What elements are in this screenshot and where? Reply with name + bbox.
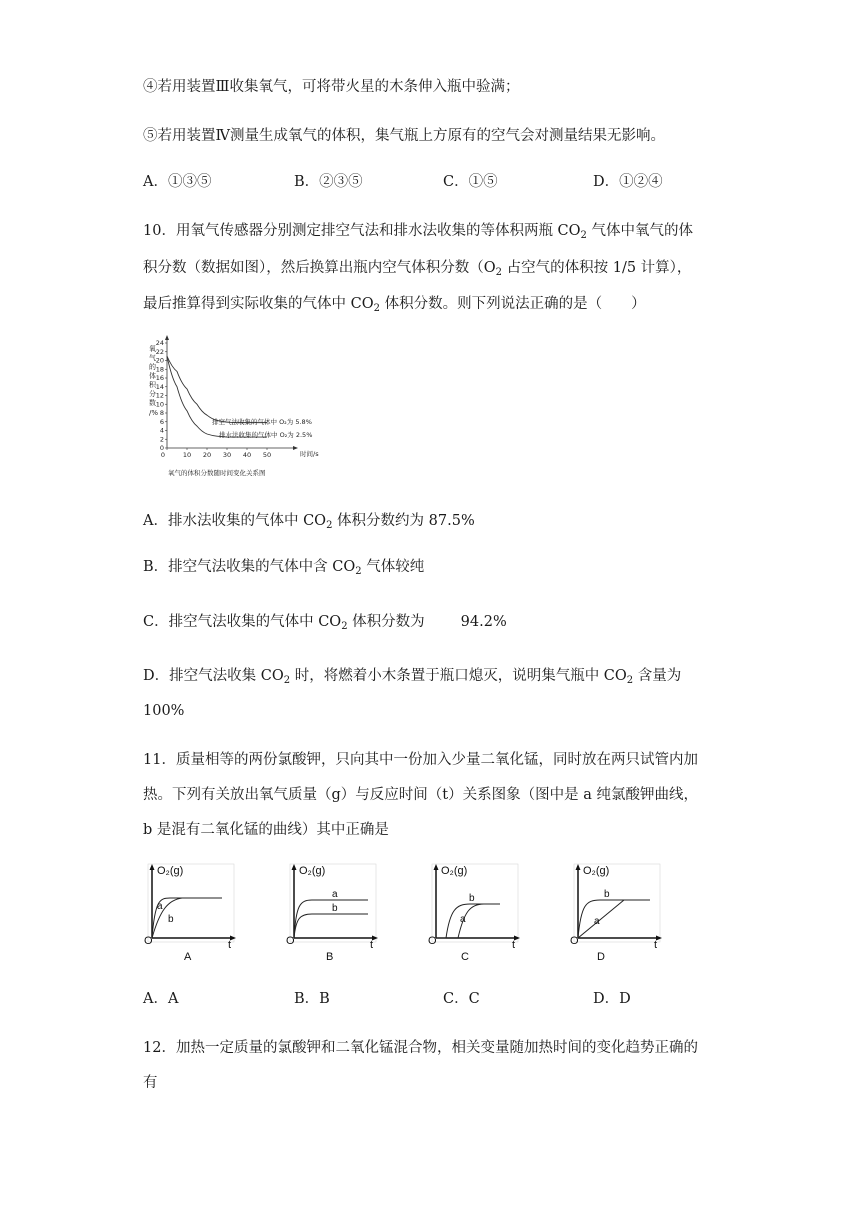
svg-text:/%: /% — [149, 409, 159, 417]
q10-option-d-line-1[interactable]: D．排空气法收集 $CO_2$ 时，将燃着小木条置于瓶口熄灭，说明集气瓶中 $CO_2$ 含量为 — [143, 668, 682, 686]
chart-x-tick-label: 10 — [182, 451, 192, 459]
q9-option-a[interactable]: A．①③⑤ — [143, 174, 212, 190]
graph-d-label-b: b — [604, 889, 610, 900]
graph-c-label-b: b — [469, 893, 475, 904]
q10-option-c[interactable]: C．排空气法收集的气体中 $CO_2$ 体积分数为 94.2% — [143, 614, 507, 632]
q11-graph-b — [282, 860, 382, 965]
chart-y-arrow — [165, 335, 169, 340]
graph-c-label-a: a — [460, 914, 466, 925]
chart-x-tick-label: 40 — [242, 451, 252, 459]
graph-b-xlabel: t — [370, 939, 374, 951]
svg-text:数: 数 — [149, 399, 156, 407]
q10-stem-line-3: 最后推算得到实际收集的气体中 $CO_2$ 体积分数。则下列说法正确的是（ ） — [143, 296, 646, 314]
graph-d-ylabel: O₂(g) — [583, 865, 610, 877]
graph-d-origin: O — [570, 935, 579, 947]
q9-option-d[interactable]: D．①②④ — [593, 174, 663, 190]
chart-y-tick-label: 20 — [155, 356, 164, 365]
graph-c-origin: O — [428, 935, 437, 947]
graph-a-caption: A — [184, 951, 192, 963]
graph-b-origin: O — [286, 935, 295, 947]
chart-x-tick-label: 50 — [262, 451, 272, 459]
series-label-water: 排水法收集的气体中 O₂为 2.5% — [219, 431, 313, 439]
graph-c-caption: C — [461, 951, 469, 963]
chart-x-tick-label: 30 — [222, 451, 232, 459]
q11-option-a[interactable]: A．A — [143, 991, 179, 1007]
chart-y-tick-label: 2 — [159, 435, 164, 444]
chart-y-tick-label: 14 — [155, 382, 164, 391]
q9-option-b[interactable]: B．②③⑤ — [294, 174, 363, 190]
graph-d-caption: D — [597, 951, 605, 963]
chart-y-tick-label: 24 — [155, 339, 164, 348]
graph-b-label-b: b — [332, 903, 338, 914]
graph-d-label-a: a — [594, 916, 600, 927]
graph-b-caption: B — [326, 951, 334, 963]
q11-stem-line-3: b 是混有二氧化锰的曲线）其中正确是 — [143, 822, 389, 838]
graph-a-origin: O — [144, 935, 153, 947]
q12-stem-line-1: 12．加热一定质量的氯酸钾和二氧化锰混合物，相关变量随加热时间的变化趋势正确的 — [143, 1040, 698, 1056]
graph-c-xlabel: t — [512, 939, 516, 951]
graph-a-label-a: a — [157, 901, 163, 912]
q10-oxygen-chart — [140, 335, 340, 485]
q10-stem-line-2: 积分数（数据如图），然后换算出瓶内空气体积分数（$O_2$ 占空气的体积按 1/5 计算）， — [143, 260, 692, 278]
svg-text:氧: 氧 — [149, 345, 156, 353]
svg-text:积: 积 — [149, 381, 156, 389]
graph-d-xlabel: t — [654, 939, 658, 951]
graph-b-label-a: a — [332, 889, 338, 900]
svg-text:的: 的 — [149, 363, 156, 371]
graph-c-ylabel: O₂(g) — [441, 865, 468, 877]
chart-y-tick-label: 6 — [159, 417, 164, 426]
q10-stem-line-1: 10．用氧气传感器分别测定排空气法和排水法收集的等体积两瓶 $CO_2$ 气体中氧气的体 — [143, 223, 694, 241]
chart-y-tick-label: 18 — [155, 365, 164, 374]
chart-x-arrow — [293, 446, 298, 450]
q11-option-c[interactable]: C．C — [443, 991, 480, 1007]
chart-caption: 氧气的体积分数随时间变化关系图 — [168, 469, 266, 477]
chart-y-tick-label: 8 — [159, 409, 164, 418]
chart-y-tick-label: 10 — [155, 400, 164, 409]
q11-graph-c — [424, 860, 524, 965]
chart-y-tick-label: 12 — [155, 391, 164, 400]
q11-option-b[interactable]: B．B — [294, 991, 330, 1007]
q10-option-b[interactable]: B．排空气法收集的气体中含 $CO_2$ 气体较纯 — [143, 559, 425, 577]
graph-a-xlabel: t — [228, 939, 232, 951]
q9-option-c[interactable]: C．①⑤ — [443, 174, 498, 190]
graph-a-ylabel: O₂(g) — [157, 865, 184, 877]
chart-y-tick-label: 0 — [159, 444, 164, 453]
q10-option-d-line-2: 100% — [143, 703, 185, 719]
svg-text:体: 体 — [149, 372, 156, 380]
series-label-air: 排空气法收集的气体中 O₂为 5.8% — [212, 418, 312, 426]
chart-xlabel: 时间/s — [300, 450, 319, 458]
statement-4: ④若用装置Ⅲ收集氧气，可将带火星的木条伸入瓶中验满； — [143, 79, 520, 95]
svg-text:分: 分 — [149, 390, 156, 398]
q11-option-d[interactable]: D．D — [593, 991, 631, 1007]
graph-a-label-b: b — [168, 914, 174, 925]
graph-b-ylabel: O₂(g) — [299, 865, 326, 877]
chart-x-tick-label: 0 — [160, 451, 166, 459]
q11-graph-a — [140, 860, 240, 965]
series-line-air-displacement — [167, 356, 267, 423]
chart-y-tick-label: 16 — [155, 374, 164, 383]
statement-5: ⑤若用装置Ⅳ测量生成氧气的体积，集气瓶上方原有的空气会对测量结果无影响。 — [143, 128, 665, 144]
q11-stem-line-1: 11．质量相等的两份氯酸钾，只向其中一份加入少量二氧化锰，同时放在两只试管内加 — [143, 752, 698, 768]
q11-stem-line-2: 热。下列有关放出氧气质量（g）与反应时间（t）关系图象（图中是 a 纯氯酸钾曲线， — [143, 787, 698, 803]
chart-y-tick-label: 22 — [155, 347, 164, 356]
chart-y-tick-label: 4 — [159, 426, 164, 435]
q10-option-a[interactable]: A．排水法收集的气体中 $CO_2$ 体积分数约为 87.5% — [143, 513, 475, 531]
q11-graph-d — [566, 860, 666, 965]
chart-x-tick-label: 20 — [202, 451, 212, 459]
q12-stem-line-2: 有 — [143, 1075, 158, 1091]
svg-text:气: 气 — [149, 354, 156, 362]
